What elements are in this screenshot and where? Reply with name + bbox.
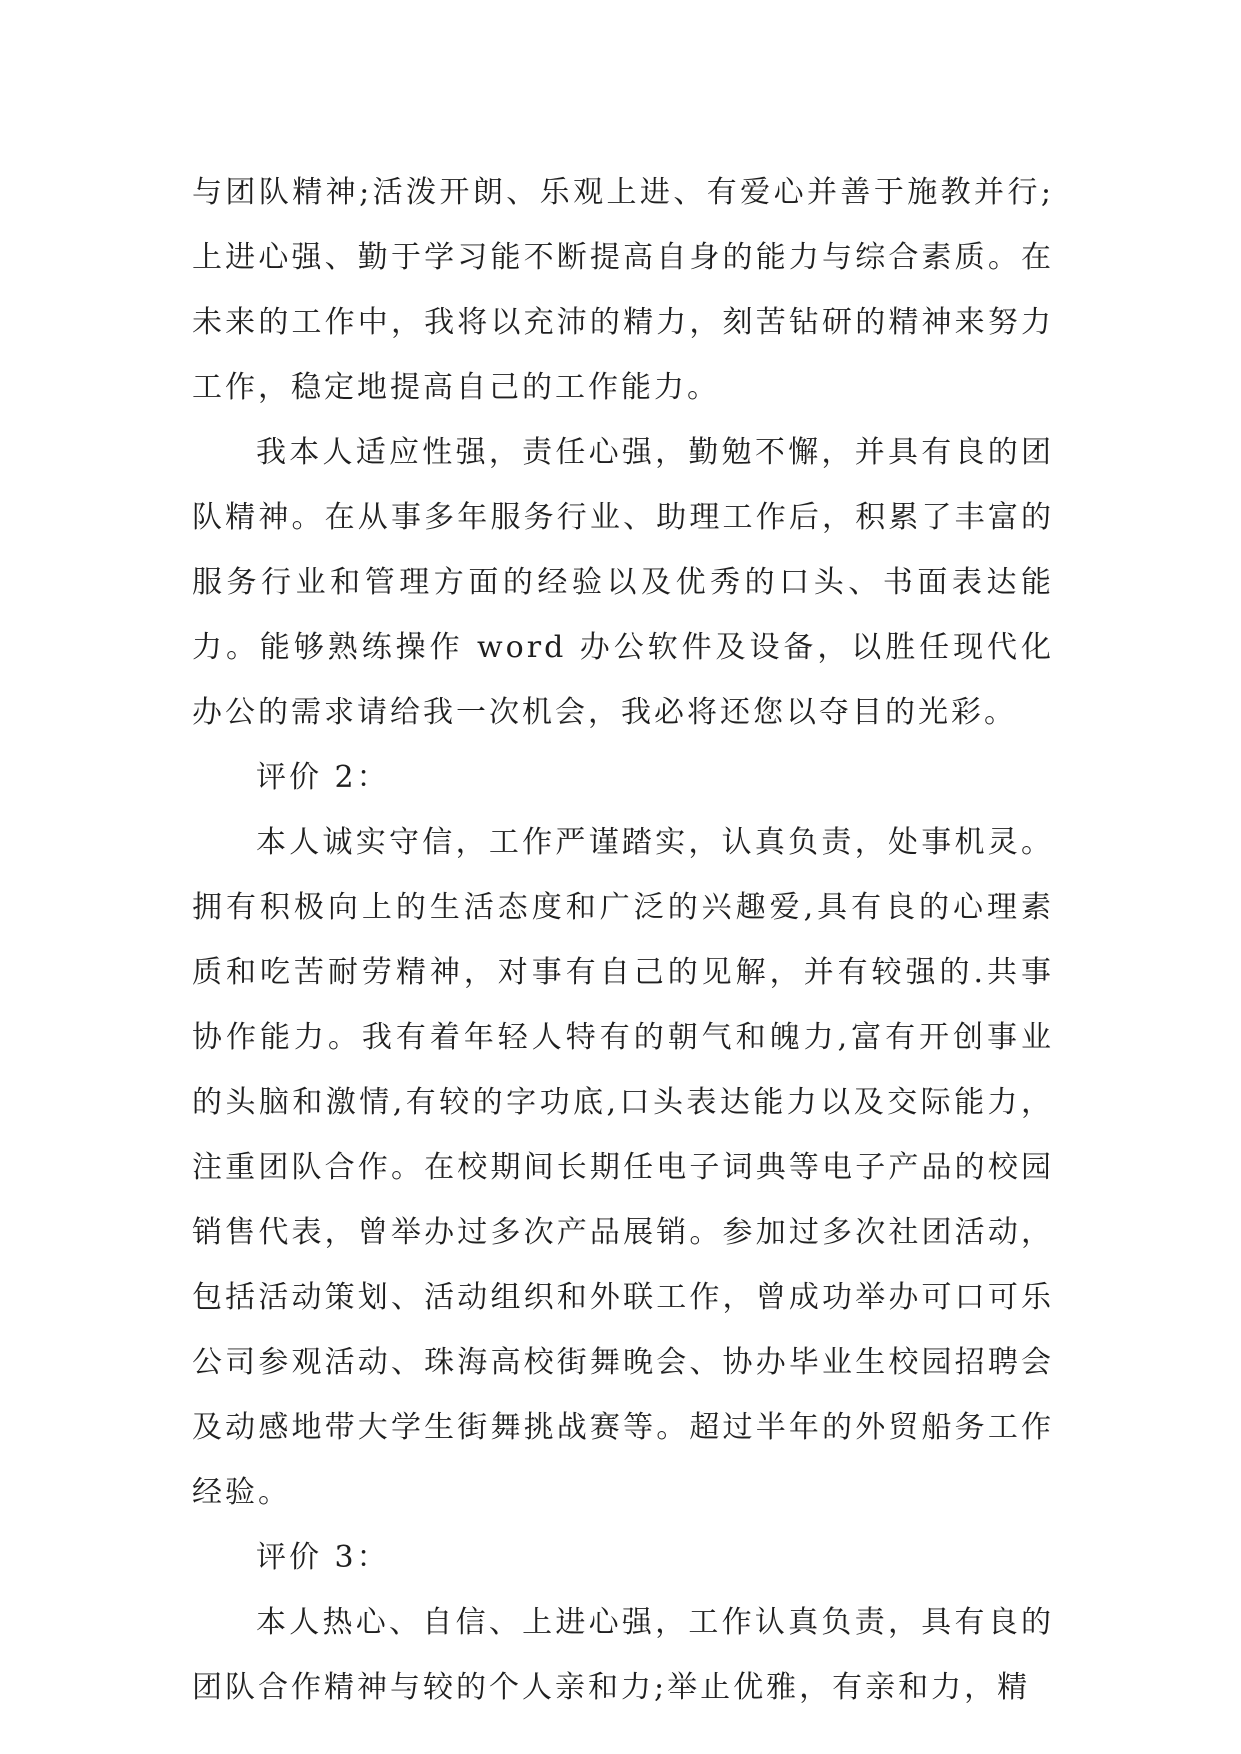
paragraph-1: 与团队精神;活泼开朗、乐观上进、有爱心并善于施教并行;上进心强、勤于学习能不断提高自身的能力与综合素质。在未来的工作中，我将以充沛的精力，刻苦钻研的精神来努力工作，稳定地提高自己的工作能力。 <box>192 175 1054 405</box>
paragraph-evaluation-3: 本人热心、自信、上进心强，工作认真负责，具有良的团队合作精神与较的个人亲和力;举止优雅，有亲和力，精 <box>192 1605 1054 1705</box>
document-body <box>192 160 1054 1720</box>
paragraph-2: 我本人适应性强，责任心强，勤勉不懈，并具有良的团队精神。在从事多年服务行业、助理工作后，积累了丰富的服务行业和管理方面的经验以及优秀的口头、书面表达能力。能够熟练操作 word 办公软件及设备，以胜任现代化办公的需求请给我一次机会，我必将还您以夺目的光彩。 <box>192 435 1054 730</box>
heading-evaluation-3: 评价 3： <box>256 1540 390 1575</box>
heading-evaluation-2: 评价 2： <box>256 760 390 795</box>
paragraph-evaluation-2: 本人诚实守信，工作严谨踏实，认真负责，处事机灵。拥有积极向上的生活态度和广泛的兴趣爱,具有良的心理素质和吃苦耐劳精神，对事有自己的见解，并有较强的.共事协作能力。我有着年轻人特有的朝气和魄力,富有开创事业的头脑和激情,有较的字功底,口头表达能力以及交际能力，注重团队合作。在校期间长期任电子词典等电子产品的校园销售代表，曾举办过多次产品展销。参加过多次社团活动，包括活动策划、活动组织和外联工作，曾成功举办可口可乐公司参观活动、珠海高校街舞晚会、协办毕业生校园招聘会及动感地带大学生街舞挑战赛等。超过半年的外贸船务工作经验。 <box>192 825 1054 1510</box>
